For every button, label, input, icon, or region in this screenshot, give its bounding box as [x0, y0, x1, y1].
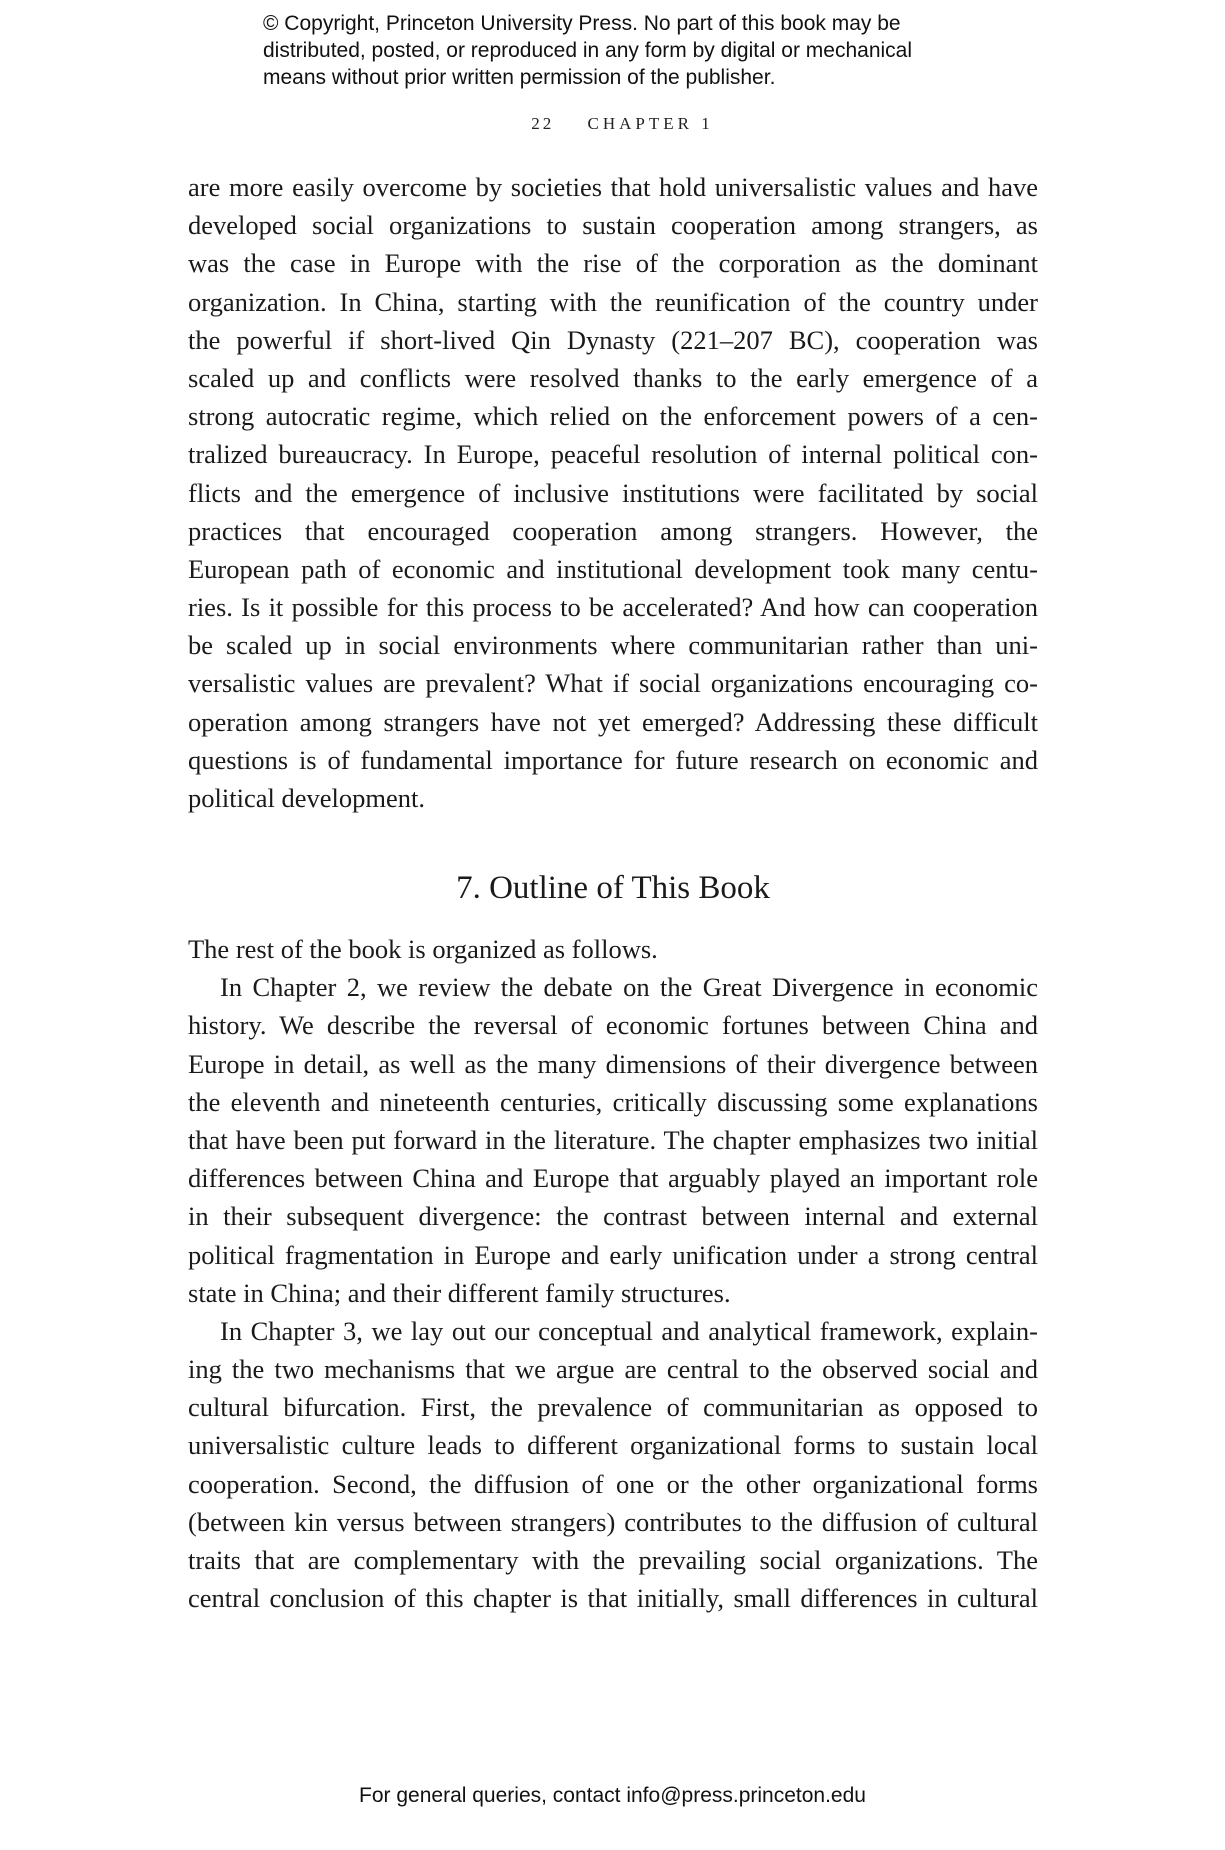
text-line: developed social organizations to sustain cooperation among strangers, as [188, 210, 1038, 241]
copyright-notice [263, 10, 983, 91]
text-line: that have been put forward in the literature. The chapter emphasizes two initial [188, 1124, 1038, 1155]
chapter-label: CHAPTER 1 [587, 114, 714, 133]
text-line: in their subsequent divergence: the contrast between internal and external [188, 1201, 1038, 1232]
text-line: the powerful if short-lived Qin Dynasty (221–207 BC), cooperation was [188, 324, 1038, 355]
text-line: Europe in detail, as well as the many dimensions of their divergence between [188, 1048, 1038, 1079]
text-line: was the case in Europe with the rise of the corporation as the dominant [188, 248, 1038, 279]
text-line: cultural bifurcation. First, the prevalence of communitarian as opposed to [188, 1392, 1038, 1423]
text-line: strong autocratic regime, which relied on the enforcement powers of a cen- [188, 401, 1038, 432]
text-line: ries. Is it possible for this process to be accelerated? And how can cooperation [188, 592, 1038, 623]
text-line: versalistic values are prevalent? What if social organizations encouraging co- [188, 668, 1038, 699]
footer-contact: For general queries, contact info@press.princeton.edu [359, 1784, 866, 1807]
text-line: organization. In China, starting with the reunification of the country under [188, 286, 1038, 317]
text-line: In Chapter 3, we lay out our conceptual and analytical framework, explain- [220, 1315, 1038, 1346]
copyright-line: means without prior written permission of the publisher. [263, 66, 776, 89]
text-line: In Chapter 2, we review the debate on the Great Divergence in economic [220, 972, 1038, 1003]
text-line: history. We describe the reversal of economic fortunes between China and [188, 1010, 1038, 1041]
text-line: European path of economic and institutional development took many centu- [188, 553, 1038, 584]
text-line: political fragmentation in Europe and early unification under a strong central [188, 1239, 1038, 1270]
text-line: scaled up and conflicts were resolved thanks to the early emergence of a [188, 362, 1038, 393]
copyright-line: distributed, posted, or reproduced in any form by digital or mechanical [263, 39, 913, 62]
text-line: cooperation. Second, the diffusion of one or the other organizational forms [188, 1468, 1038, 1499]
text-line: questions is of fundamental importance for future research on economic and [188, 744, 1038, 775]
text-line: tralized bureaucracy. In Europe, peaceful resolution of internal political con- [188, 439, 1038, 470]
text-line: the eleventh and nineteenth centuries, critically discussing some explanations [188, 1086, 1038, 1117]
page-number: 22 [531, 114, 555, 133]
text-line: be scaled up in social environments where communitarian rather than uni- [188, 630, 1038, 661]
section-heading: 7. Outline of This Book [456, 870, 770, 906]
text-line: ing the two mechanisms that we argue are central to the observed social and [188, 1354, 1038, 1385]
text-line: operation among strangers have not yet emerged? Addressing these difficult [188, 706, 1038, 737]
text-line: differences between China and Europe that arguably played an important role [188, 1163, 1038, 1194]
text-line: central conclusion of this chapter is that initially, small differences in cultural [188, 1583, 1038, 1614]
text-line: (between kin versus between strangers) contributes to the diffusion of cultural [188, 1506, 1038, 1537]
running-head [0, 114, 1225, 134]
text-line: traits that are complementary with the prevailing social organizations. The [188, 1545, 1038, 1575]
continued-paragraph [188, 168, 1038, 817]
copyright-line: © Copyright, Princeton University Press. No part of this book may be [263, 12, 901, 35]
text-line: are more easily overcome by societies that hold universalistic values and have [188, 172, 1038, 202]
intro-line: The rest of the book is organized as follows. [188, 934, 658, 964]
outline-text [188, 930, 1038, 1617]
text-line: universalistic culture leads to different organizational forms to sustain local [188, 1430, 1038, 1461]
text-line: political development. [188, 783, 425, 813]
text-line: flicts and the emergence of inclusive institutions were facilitated by social [188, 477, 1038, 508]
text-line: practices that encouraged cooperation among strangers. However, the [188, 515, 1038, 546]
text-line: state in China; and their different family structures. [188, 1277, 731, 1308]
